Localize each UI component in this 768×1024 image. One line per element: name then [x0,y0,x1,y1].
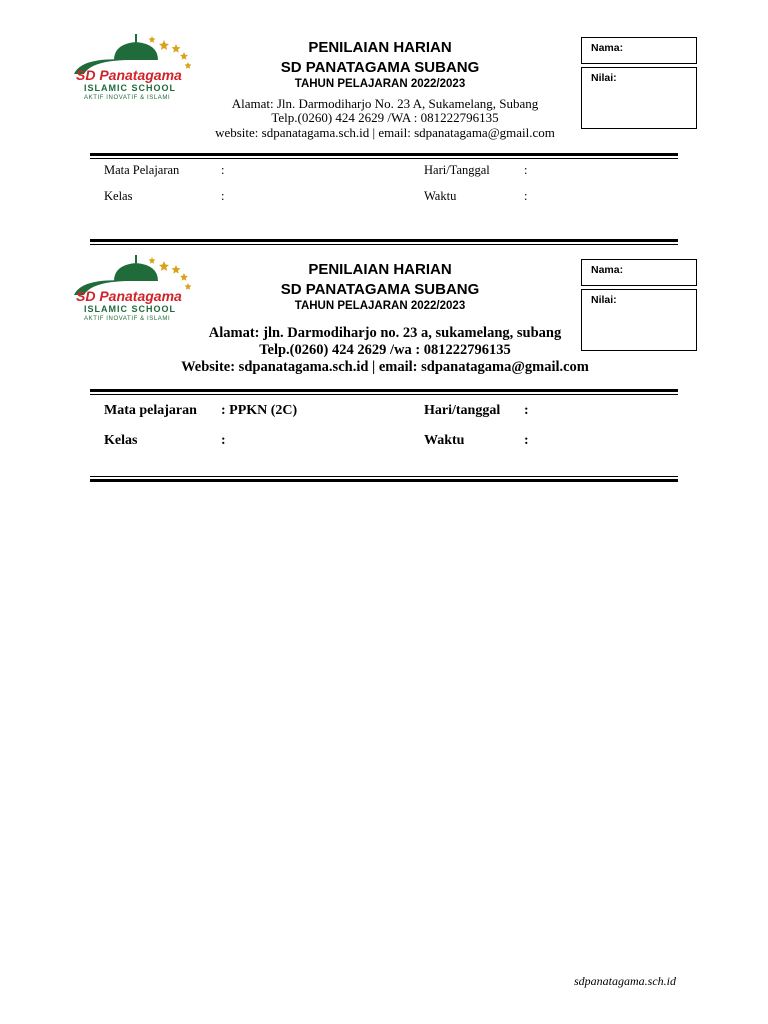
subject-colon: : [221,163,225,177]
school-name-1: SD PANATAGAMA SUBANG [280,59,480,76]
divider-thin-1 [90,158,678,159]
subject-label: Mata Pelajaran [104,163,180,177]
date-colon: : [524,163,528,177]
score-box-label: Nilai: [591,294,617,306]
school-web-2: Website: sdpanatagama.sch.id | email: sdpanatagama@gmail.com [181,359,589,375]
school-phone-1: Telp.(0260) 424 2629 /WA : 081222796135 [271,110,499,125]
class-label: Kelas [104,433,138,448]
date-label: Hari/tanggal [424,403,501,418]
class-colon: : [221,433,226,448]
logo-sub-text: ISLAMIC SCHOOL [84,83,176,93]
name-box-2[interactable] [581,259,697,286]
school-year-1: TAHUN PELAJARAN 2022/2023 [294,78,466,90]
divider-thin-2 [90,244,678,245]
school-logo-2 [72,251,196,323]
score-box-label: Nilai: [591,72,617,84]
time-label: Waktu [424,189,457,203]
school-phone-2: Telp.(0260) 424 2629 /wa : 081222796135 [259,342,511,358]
logo-tagline-text: AKTIF INOVATIF & ISLAMI [84,95,171,101]
score-box-2[interactable] [581,289,697,351]
divider-thick-3 [90,389,678,392]
date-colon: : [524,403,529,418]
subject-value: : PPKN (2C) [221,403,298,418]
divider-thin-3 [90,394,678,395]
class-label: Kelas [104,189,133,203]
logo-brand-text: SD Panatagama [76,288,182,304]
footer-website: sdpanatagama.sch.id [574,974,676,988]
exam-title-2: PENILAIAN HARIAN [308,261,452,278]
school-year-2: TAHUN PELAJARAN 2022/2023 [294,300,466,312]
time-label: Waktu [424,433,465,448]
name-box-label: Nama: [591,264,624,276]
score-box-1[interactable] [581,67,697,129]
subject-label: Mata pelajaran [104,403,197,418]
divider-thick-4 [90,479,678,482]
divider-thin-4 [90,476,678,477]
logo-brand-text: SD Panatagama [76,67,182,83]
time-colon: : [524,433,529,448]
school-logo-1 [72,30,196,102]
school-web-1: website: sdpanatagama.sch.id | email: sdpanatagama@gmail.com [215,125,555,140]
logo-tagline-text: AKTIF INOVATIF & ISLAMI [84,316,171,322]
divider-thick-2 [90,239,678,242]
logo-graphic [72,251,196,323]
school-name-2: SD PANATAGAMA SUBANG [280,281,480,298]
exam-title-1: PENILAIAN HARIAN [308,39,452,56]
school-address-2: Alamat: jln. Darmodiharjo no. 23 a, sukamelang, subang [208,325,562,341]
school-address-1: Alamat: Jln. Darmodiharjo No. 23 A, Sukamelang, Subang [231,96,539,111]
time-colon: : [524,189,528,203]
class-colon: : [221,189,225,203]
logo-sub-text: ISLAMIC SCHOOL [84,304,176,314]
divider-thick-1 [90,153,678,156]
logo-graphic [72,30,196,102]
name-box-1[interactable] [581,37,697,64]
date-label: Hari/Tanggal [424,163,490,177]
name-box-label: Nama: [591,42,624,54]
